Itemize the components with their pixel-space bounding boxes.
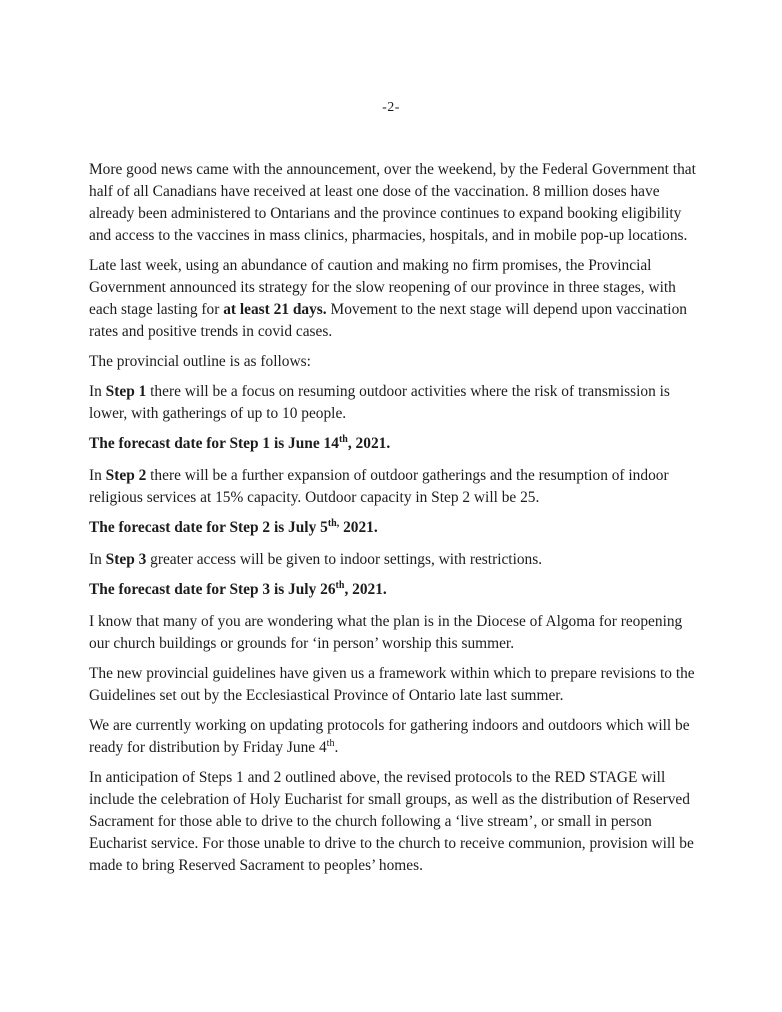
heading-text: The forecast date for Step 2 is July 5 bbox=[89, 519, 328, 536]
step-label: Step 2 bbox=[105, 467, 147, 484]
paragraph-text: In bbox=[89, 551, 106, 568]
step-3-forecast-date bbox=[89, 579, 699, 601]
page-number: -2- bbox=[382, 100, 400, 115]
step-1-forecast-date bbox=[89, 433, 699, 455]
superscript: th, bbox=[327, 517, 340, 529]
paragraph-protocols-update bbox=[89, 715, 699, 759]
paragraph-text: greater access will be given to indoor settings, with restrictions. bbox=[146, 551, 543, 568]
paragraph-text: We are currently working on updating protocols for gathering indoors and outdoors which will be ready for distribution by Friday June 4 bbox=[89, 717, 690, 756]
step-label: Step 3 bbox=[105, 551, 147, 568]
paragraph-guidelines-framework: The new provincial guidelines have given us a framework within which to prepare revisions to the Guidelines set out by the Ecclesiastical Province of Ontario late last summer. bbox=[89, 665, 695, 704]
paragraph-text: Movement to the next stage will depend upon vaccination rates and positive trends in covid cases. bbox=[89, 301, 687, 340]
paragraph-text: In bbox=[89, 383, 106, 400]
step-label: Step 1 bbox=[105, 383, 147, 400]
paragraph-step-3 bbox=[89, 549, 699, 571]
paragraph-step-2 bbox=[89, 465, 699, 509]
paragraph-outline-intro: The provincial outline is as follows: bbox=[89, 353, 311, 370]
superscript: th bbox=[338, 433, 348, 445]
paragraph-text: In bbox=[89, 467, 106, 484]
paragraph-text: Late last week, using an abundance of caution and making no firm promises, the Provincial Government announced its strategy for the slow reopening of our province in three stages, with each stage lasting for bbox=[89, 257, 676, 318]
letter-body bbox=[89, 159, 699, 885]
heading-text: The forecast date for Step 1 is June 14 bbox=[89, 435, 339, 452]
superscript: th bbox=[326, 737, 335, 749]
paragraph-reopening-strategy bbox=[89, 255, 699, 343]
paragraph-diocese-plan: I know that many of you are wondering what the plan is in the Diocese of Algoma for reopening our church buildings or grounds for ‘in person’ worship this summer. bbox=[89, 613, 683, 652]
paragraph-vaccination-news: More good news came with the announcement, over the weekend, by the Federal Government that half of all Canadians have received at least one dose of the vaccination. 8 million doses have already been administered to Ontarians and the province continues to expand booking eligibility and access to the vaccines in mass clinics, pharmacies, hospitals, and in mobile pop-up locations. bbox=[89, 161, 696, 244]
paragraph-text: there will be a focus on resuming outdoor activities where the risk of transmission is lower, with gatherings of up to 10 people. bbox=[89, 383, 670, 422]
heading-text: 2021. bbox=[339, 519, 378, 536]
superscript: th bbox=[335, 579, 345, 591]
heading-text: , 2021. bbox=[344, 581, 387, 598]
paragraph-step-1 bbox=[89, 381, 699, 425]
heading-text: , 2021. bbox=[347, 435, 391, 452]
emphasis-text: at least 21 days. bbox=[223, 301, 327, 318]
step-2-forecast-date bbox=[89, 517, 699, 539]
paragraph-text: . bbox=[334, 739, 339, 756]
heading-text: The forecast date for Step 3 is July 26 bbox=[89, 581, 336, 598]
paragraph-text: there will be a further expansion of outdoor gatherings and the resumption of indoor religious services at 15% capacity. Outdoor capacity in Step 2 will be 25. bbox=[89, 467, 669, 506]
paragraph-red-stage: In anticipation of Steps 1 and 2 outlined above, the revised protocols to the RED STAGE will include the celebration of Holy Eucharist for small groups, as well as the distribution of Reserved Sacrament for those able to drive to the church following a ‘live stream’, or small in person Eucharist service. For those unable to drive to the church to receive communion, provision will be made to bring Reserved Sacrament to peoples’ homes. bbox=[89, 769, 694, 874]
